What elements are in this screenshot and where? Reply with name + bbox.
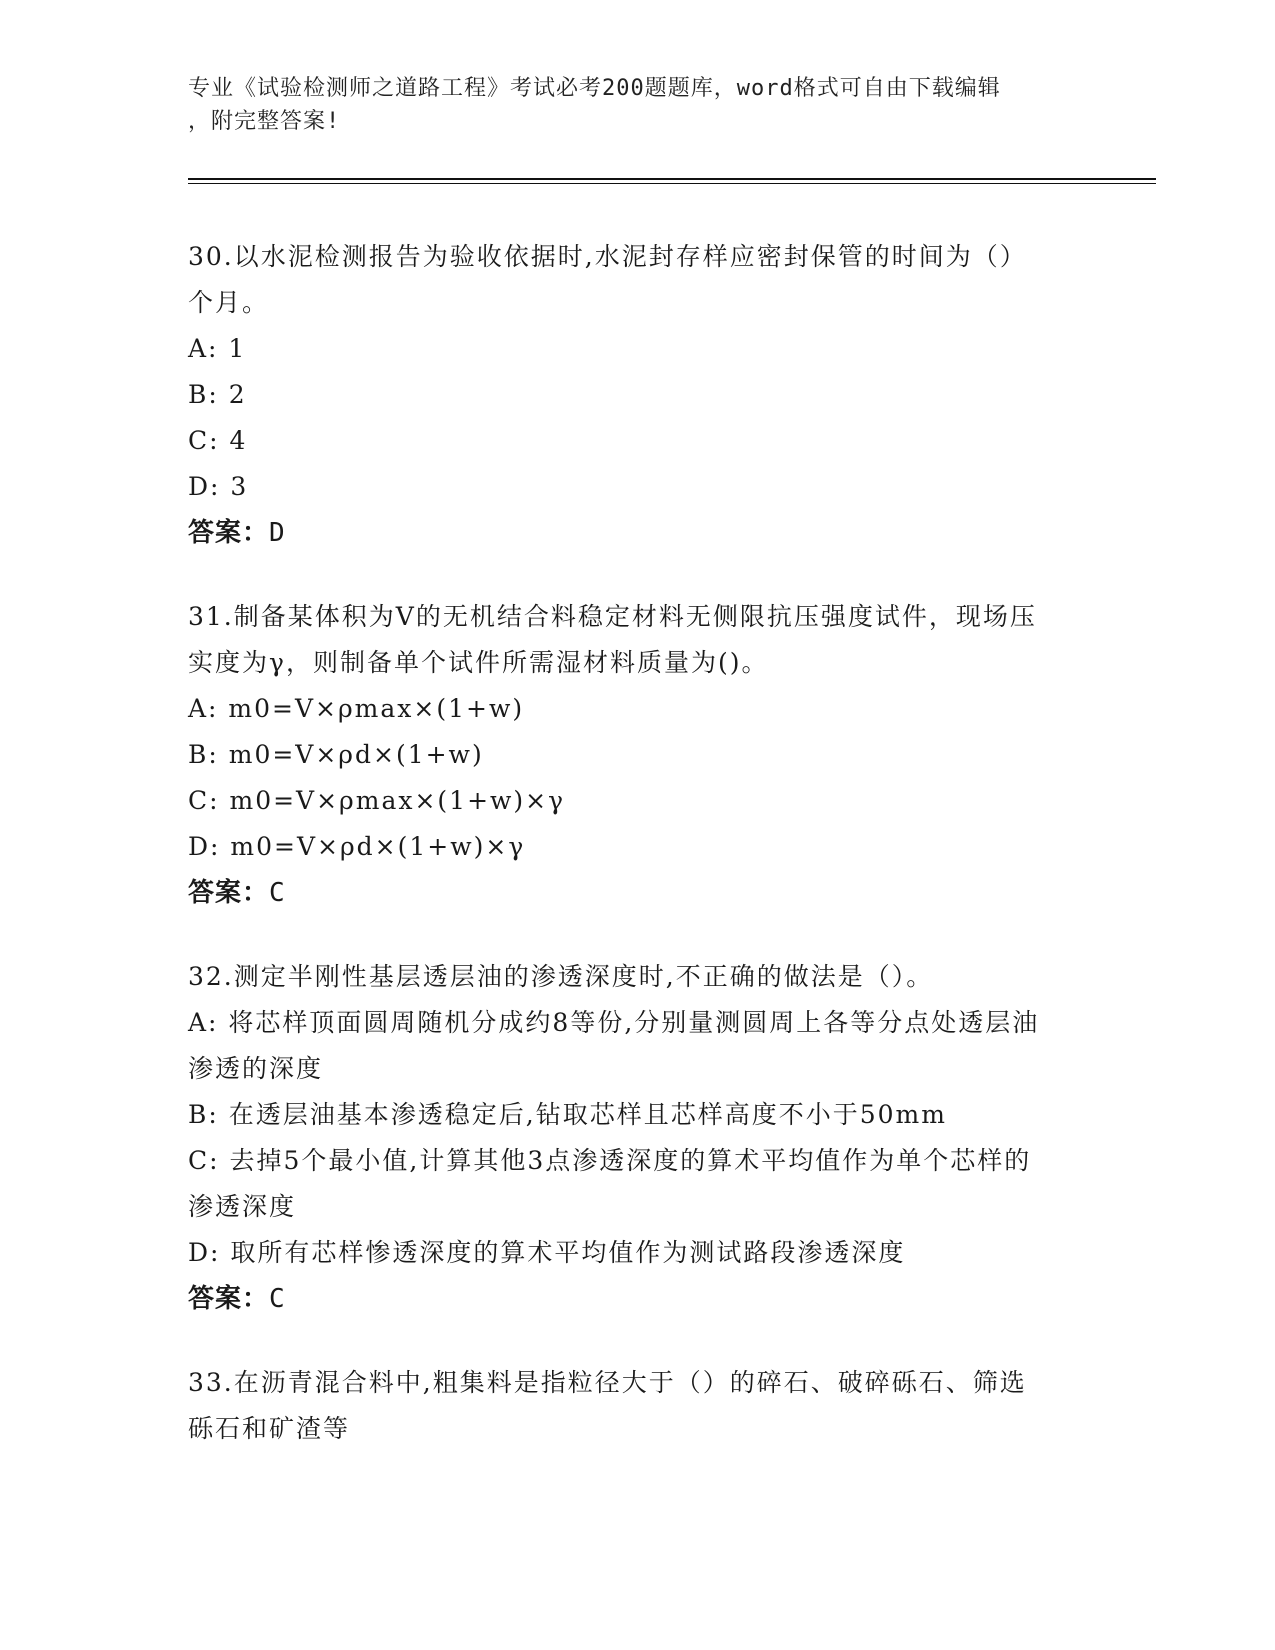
header-line-1: 专业《试验检测师之道路工程》考试必考200题题库，word格式可自由下载编辑	[188, 76, 1001, 101]
document-header	[188, 72, 1088, 138]
answer-value: D	[269, 518, 286, 548]
option-c: C: m0=V×ρmax×(1+w)×γ	[188, 786, 566, 815]
answer-label: 答案：	[188, 518, 270, 548]
answer-label: 答案：	[188, 878, 270, 908]
answer-value: C	[269, 878, 286, 908]
option-a: A: 1	[188, 334, 247, 363]
question-stem: 31.制备某体积为V的无机结合料稳定材料无侧限抗压强度试件，现场压实度为γ，则制备单个试件所需湿材料质量为()。	[188, 602, 1037, 677]
option-c: C: 4	[188, 426, 248, 455]
question-stem: 32.测定半刚性基层透层油的渗透深度时,不正确的做法是（）。	[188, 962, 934, 991]
answer-line	[188, 510, 1088, 556]
question-32	[188, 954, 1088, 1322]
question-30	[188, 234, 1088, 556]
option-d: D: 取所有芯样惨透深度的算术平均值作为测试路段渗透深度	[188, 1238, 906, 1267]
option-a: A: 将芯样顶面圆周随机分成约8等份,分别量测圆周上各等分点处透层油渗透的深度	[188, 1008, 1040, 1083]
option-b: B: m0=V×ρd×(1+w)	[188, 740, 484, 769]
answer-value: C	[269, 1284, 286, 1314]
option-a: A: m0=V×ρmax×(1+w)	[188, 694, 525, 723]
question-stem: 33.在沥青混合料中,粗集料是指粒径大于（）的碎石、破碎砾石、筛选砾石和矿渣等	[188, 1368, 1027, 1443]
question-stem: 30.以水泥检测报告为验收依据时,水泥封存样应密封保管的时间为（）个月。	[188, 242, 1027, 317]
question-list	[188, 234, 1088, 1490]
option-d: D: m0=V×ρd×(1+w)×γ	[188, 832, 526, 861]
option-b: B: 在透层油基本渗透稳定后,钻取芯样且芯样高度不小于50mm	[188, 1100, 947, 1129]
answer-label: 答案：	[188, 1284, 270, 1314]
question-33	[188, 1360, 1088, 1452]
option-c: C: 去掉5个最小值,计算其他3点渗透深度的算术平均值作为单个芯样的渗透深度	[188, 1146, 1032, 1221]
header-divider	[188, 178, 1156, 184]
option-b: B: 2	[188, 380, 247, 409]
answer-line	[188, 870, 1088, 916]
answer-line	[188, 1276, 1088, 1322]
header-line-2: ，附完整答案!	[188, 109, 341, 134]
question-31	[188, 594, 1088, 916]
option-d: D: 3	[188, 472, 249, 501]
